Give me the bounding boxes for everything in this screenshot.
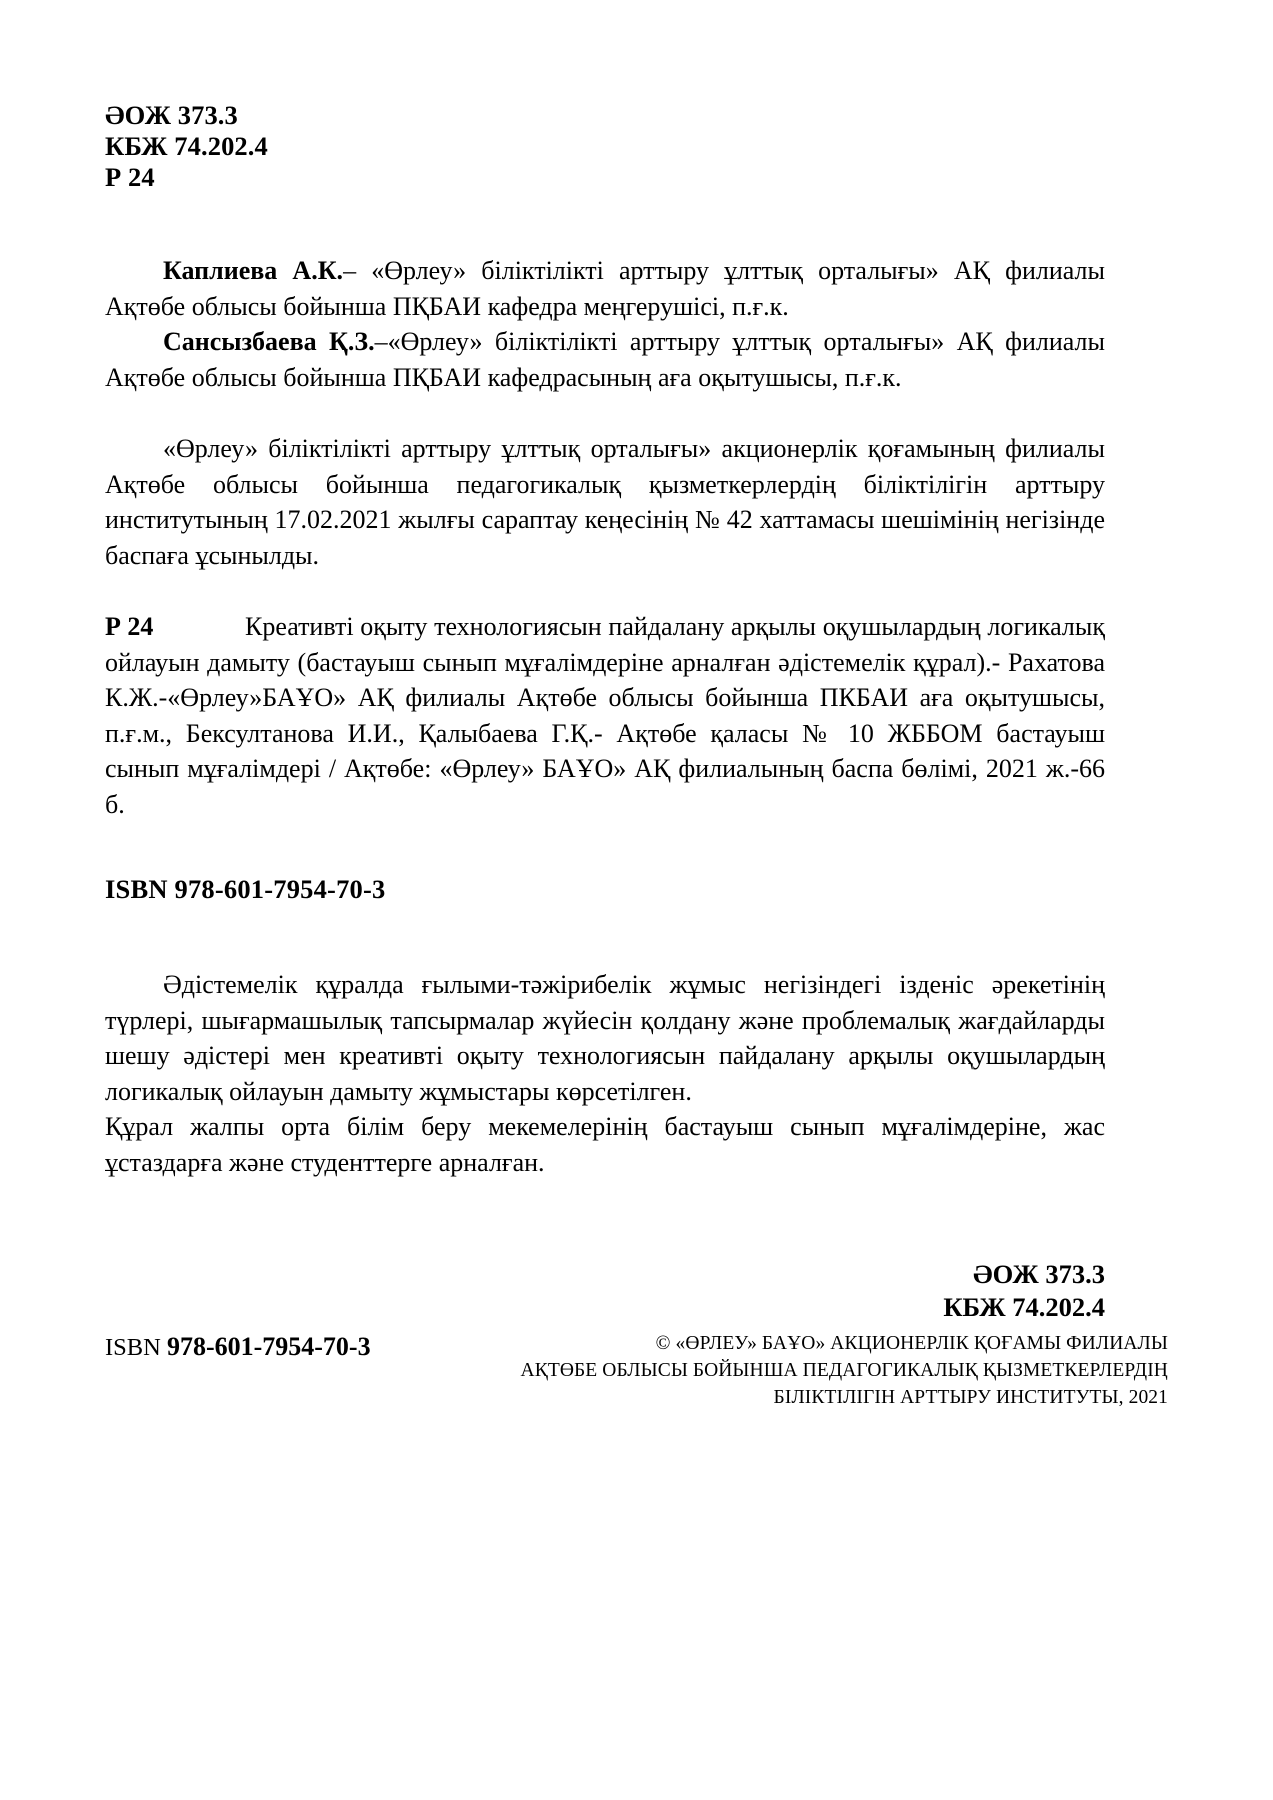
bibliographic-entry-block [105,609,1105,822]
entry-code: Р 24 [105,612,154,641]
author-entry-1 [105,253,1105,324]
udc-code-bottom: ӘОЖ 373.3 [973,1259,1105,1289]
classification-codes-bottom [105,1258,1105,1324]
isbn-main-number: 978-601-7954-70-3 [174,874,386,904]
abstract-paragraph-2: Құрал жалпы орта білім беру мекемелерінің бастауыш сынып мұғалімдеріне, жас ұстаздарға және студенттерге арналған. [105,1112,1105,1177]
bbk-code-bottom: КБЖ 74.202.4 [943,1292,1105,1322]
footer-isbn [105,1330,371,1363]
author-entry-2 [105,324,1105,395]
author-name-2: Сансызбаева Қ.З. [163,327,375,356]
copyright-line-1: © «ӨРЛЕУ» БАҰО» АКЦИОНЕРЛІК ҚОҒАМЫ ФИЛИАЛЫ [655,1333,1168,1354]
copyright-line-2: АҚТӨБЕ ОБЛЫСЫ БОЙЫНША ПЕДАГОГИКАЛЫҚ ҚЫЗМЕТКЕРЛЕРДІҢ [520,1360,1168,1381]
page-footer [105,1330,1168,1411]
copyright-line-3: БІЛІКТІЛІГІН АРТТЫРУ ИНСТИТУТЫ, 2021 [773,1387,1168,1408]
authors-block [105,253,1105,395]
abstract-paragraph-1: Әдістемелік құралда ғылыми-тәжірибелік жұмыс негізіндегі ізденіс әрекетінің түрлері, шығармашылық тапсырмалар жүйесін қолдану және проблемалық жағдайларды шешу әдістері мен креативті оқыту технологиясын пайдалану арқылы оқушылардың логикалық ойлауын дамыту жұмыстары көрсетілген. [105,970,1105,1106]
author-name-1: Каплиева А.К. [163,256,344,285]
classification-codes-top [105,100,1105,193]
copyright-notice [521,1330,1168,1411]
author-affiliation-2: –«Өрлеу» біліктілікті арттыру ұлттық орталығы» АҚ филиалы Ақтөбе облысы бойынша ПҚБАИ кафедрасының аға оқытушысы, п.ғ.к. [105,327,1105,392]
author-sign-top: Р 24 [105,162,155,192]
isbn-main [105,874,1105,905]
author-affiliation-1: – «Өрлеу» біліктілікті арттыру ұлттық орталығы» АҚ филиалы Ақтөбе облысы бойынша ПҚБАИ кафедра меңгерушісі, п.ғ.к. [105,256,1105,321]
approval-statement: «Өрлеу» біліктілікті арттыру ұлттық орталығы» акционерлік қоғамының филиалы Ақтөбе облысы бойынша педагогикалық қызметкерлердің біліктілігін арттыру институтының 17.02.2021 жылғы сараптау кеңесінің № 42 хаттамасы шешімінің негізінде баспаға ұсынылды. [105,434,1105,570]
udc-code-top: ӘОЖ 373.3 [105,100,238,130]
abstract-block [105,967,1105,1180]
footer-isbn-label: ISBN [105,1334,161,1361]
entry-text: Креативті оқыту технологиясын пайдалану арқылы оқушылардың логикалық ойлауын дамыту (бастауыш сынып мұғалімдеріне арналған әдістемелік құрал).- Рахатова К.Ж.-«Өрлеу»БАҰО» АҚ филиалы Ақтөбе облысы бойынша ПКБАИ аға оқытушысы, п.ғ.м., Бексултанова И.И., Қалыбаева Г.Қ.- Ақтөбе қаласы № 10 ЖББОМ бастауыш сынып мұғалімдері / Ақтөбе: «Өрлеу» БАҰО» АҚ филиалының баспа бөлімі, 2021 ж.-66 б. [105,612,1105,819]
approval-block [105,431,1105,573]
bibliographic-entry [105,609,1105,822]
footer-isbn-number: 978-601-7954-70-3 [166,1332,371,1361]
bbk-code-top: КБЖ 74.202.4 [105,131,268,161]
isbn-main-label: ISBN [105,874,168,904]
